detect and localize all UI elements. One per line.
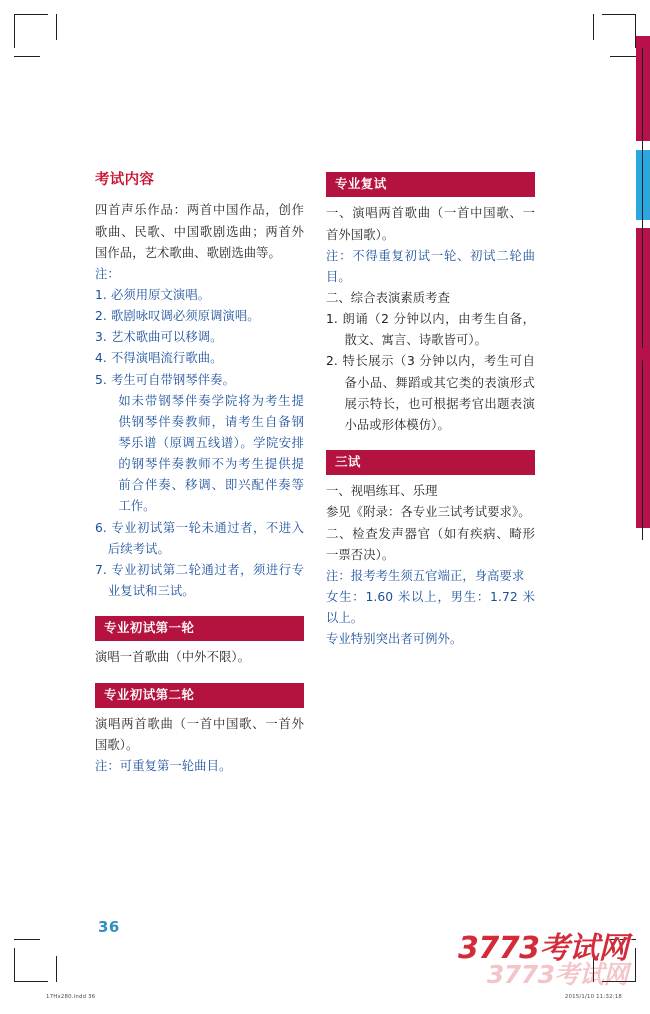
section-title-exam-content: 考试内容 bbox=[95, 172, 155, 188]
recall-item-2-sub-2: 2. 特长展示（3 分钟以内，考生可自备小品、舞蹈或其它类的表演形式展示特长，也可根据考官出题表演小品或形体模仿）。 bbox=[326, 354, 535, 432]
registration-tick bbox=[593, 956, 594, 982]
bar-preliminary-round-2: 专业初试第二轮 bbox=[95, 683, 304, 708]
registration-tick bbox=[14, 939, 40, 940]
recall-item-1: 一、演唱两首歌曲（一首中国歌、一首外国歌）。 bbox=[326, 206, 535, 242]
edge-guide-line bbox=[642, 360, 643, 540]
third-item-2: 二、检查发声器官（如有疾病、畸形一票否决）。 bbox=[326, 526, 535, 562]
registration-tick bbox=[56, 14, 57, 40]
print-filename: 17Hx280.indd 36 bbox=[46, 994, 96, 1000]
registration-tick bbox=[56, 956, 57, 982]
color-bar-magenta bbox=[636, 36, 650, 141]
watermark-main-text: 3773考试网 bbox=[458, 930, 628, 966]
right-column bbox=[326, 172, 535, 777]
note-item-2: 2. 歌剧咏叹调必须原调演唱。 bbox=[95, 309, 260, 324]
registration-tick bbox=[593, 14, 594, 40]
recall-note: 注：不得重复初试一轮、初试二轮曲目。 bbox=[326, 248, 535, 284]
recall-item-2: 二、综合表演素质考查 bbox=[326, 290, 450, 305]
recall-item-2-sub-1: 1. 朗诵（2 分钟以内，由考生自备，散文、寓言、诗歌皆可）。 bbox=[326, 312, 535, 348]
note-item-1: 1. 必须用原文演唱。 bbox=[95, 287, 211, 302]
crop-mark-bottom-left bbox=[14, 948, 48, 982]
note-item-3: 3. 艺术歌曲可以移调。 bbox=[95, 330, 223, 345]
crop-mark-bottom-right bbox=[602, 948, 636, 982]
edge-guide-line bbox=[642, 48, 643, 348]
note-label: 注： bbox=[95, 266, 120, 281]
note-item-6: 6. 专业初试第一轮未通过者，不进入后续考试。 bbox=[95, 520, 304, 556]
registration-tick bbox=[14, 56, 40, 57]
bar-preliminary-round-1: 专业初试第一轮 bbox=[95, 616, 304, 641]
page-number: 36 bbox=[98, 918, 120, 936]
note-item-5: 5. 考生可自带钢琴伴奏。 bbox=[95, 372, 235, 387]
page-content bbox=[95, 172, 535, 777]
preliminary-round-2-note: 注：可重复第一轮曲目。 bbox=[95, 759, 232, 774]
crop-mark-top-right bbox=[602, 14, 636, 48]
color-bar-magenta-lower bbox=[636, 228, 650, 528]
preliminary-round-1-text: 演唱一首歌曲（中外不限）。 bbox=[95, 650, 251, 665]
bar-professional-recall: 专业复试 bbox=[326, 172, 535, 197]
third-item-1: 一、视唱练耳、乐理 bbox=[326, 484, 438, 499]
third-note-line-1: 注：报考考生须五官端正，身高要求 bbox=[326, 568, 525, 583]
color-bar-cyan bbox=[636, 150, 650, 220]
third-note-line-2: 女生：1.60 米以上，男生：1.72 米以上。 bbox=[326, 590, 535, 626]
note-item-5-detail: 如未带钢琴伴奏学院将为考生提供钢琴伴奏教师，请考生自备钢琴乐谱（原调五线谱）。学院安排的钢琴伴奏教师不为考生提供提前合伴奏、移调、即兴配伴奏等工作。 bbox=[118, 393, 304, 514]
exam-content-intro: 四首声乐作品：两首中国作品，创作歌曲、民歌、中国歌剧选曲；两首外国作品，艺术歌曲、歌剧选曲等。 bbox=[95, 203, 304, 260]
registration-tick bbox=[610, 56, 636, 57]
bar-third-exam: 三试 bbox=[326, 450, 535, 475]
watermark-shadow-text: 3773考试网 bbox=[486, 959, 628, 989]
registration-tick bbox=[610, 939, 636, 940]
exam-notes-list bbox=[95, 264, 304, 602]
crop-mark-top-left bbox=[14, 14, 48, 48]
third-note-line-3: 专业特别突出者可例外。 bbox=[326, 632, 463, 647]
preliminary-round-2-text: 演唱两首歌曲（一首中国歌、一首外国歌）。 bbox=[95, 716, 304, 753]
print-timestamp: 2015/1/10 11:32:18 bbox=[564, 994, 622, 1000]
third-item-1-sub: 参见《附录：各专业三试考试要求》。 bbox=[326, 505, 531, 520]
note-item-4: 4. 不得演唱流行歌曲。 bbox=[95, 351, 223, 366]
note-item-7: 7. 专业初试第二轮通过者，须进行专业复试和三试。 bbox=[95, 562, 304, 598]
left-column bbox=[95, 172, 304, 777]
